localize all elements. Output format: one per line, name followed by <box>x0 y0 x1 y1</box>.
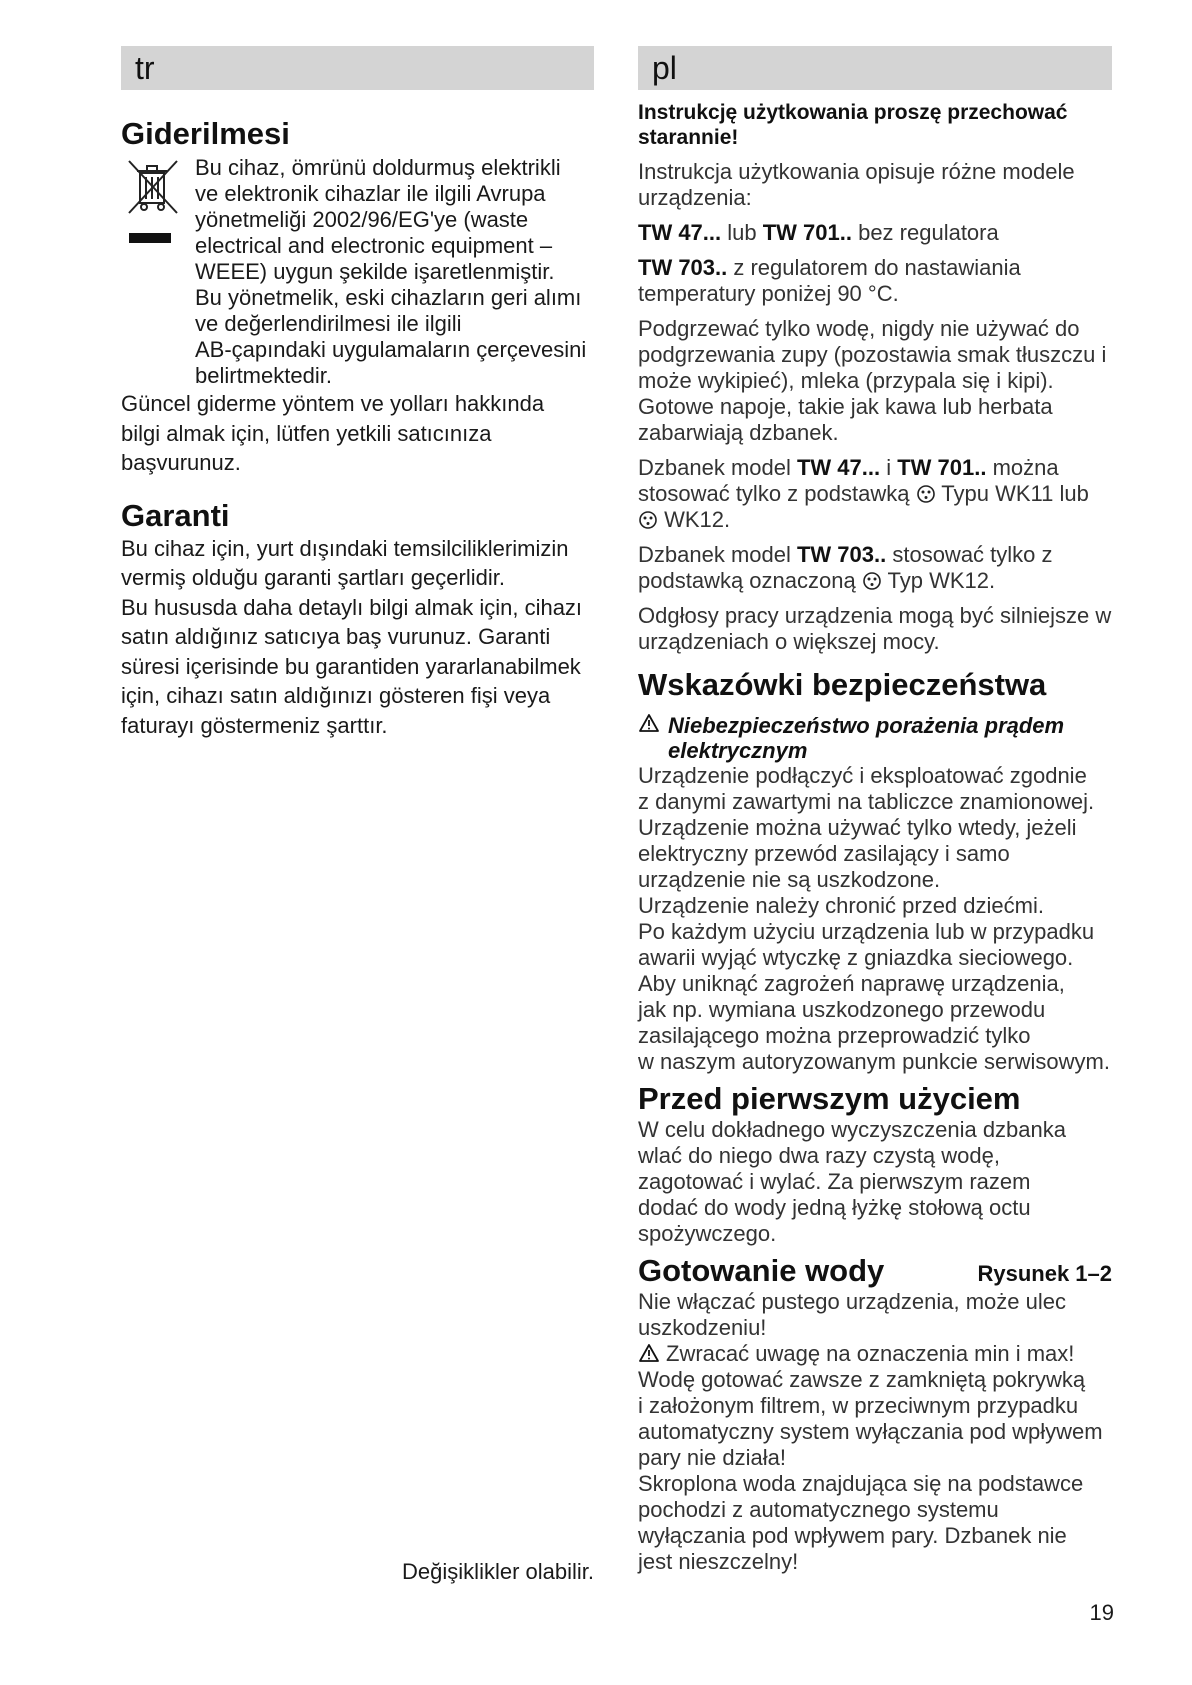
language-bar-tr: tr <box>121 46 594 90</box>
weee-line: AB-çapındaki uygulamaların çerçevesini <box>195 337 587 362</box>
boil-line: Nie włączać pustego urządzenia, może ulec <box>638 1289 1067 1314</box>
safety-line: Urządzenie podłączyć i eksploatować zgodnie <box>638 763 1087 788</box>
model-name: TW 701.. <box>762 220 852 245</box>
boil-warning-text: Zwracać uwagę na oznaczenia min i max! <box>666 1341 1075 1366</box>
noise-info: Odgłosy pracy urządzenia mogą być silniejsze w urządzeniach o większej mocy. <box>638 603 1112 654</box>
boil-text <box>638 1289 1112 1575</box>
weee-line: ve elektronik cihazlar ile ilgili Avrupa <box>195 181 546 206</box>
text-fragment: Typu WK11 lub <box>935 481 1089 506</box>
jug-base-info-1 <box>638 455 1112 533</box>
weee-notice <box>121 155 594 389</box>
first-use-line: W celu dokładnego wyczyszczenia dzbanka <box>638 1117 1067 1142</box>
safety-line: Urządzenie należy chronić przed dziećmi. <box>638 893 1044 918</box>
weee-crossed-bin-icon <box>121 155 195 389</box>
model-name: TW 703.. <box>796 542 887 567</box>
boil-line: automatyczny system wyłączania pod wpływem <box>638 1419 1103 1444</box>
first-use-text <box>638 1117 1112 1247</box>
weee-line: ve değerlendirilmesi ile ilgili <box>195 311 462 336</box>
safety-line: z danymi zawartymi na tabliczce znamionowej. <box>638 789 1095 814</box>
weee-line: WEEE) uygun şekilde işaretlenmiştir. <box>195 259 555 284</box>
safety-line: elektryczny przewód zasilający i samo <box>638 841 1010 866</box>
text-fragment: lub <box>721 220 763 245</box>
base-symbol-icon <box>862 571 882 591</box>
text-fragment: i <box>880 455 898 480</box>
warning-line: Niebezpieczeństwo porażenia prądem <box>668 713 1065 738</box>
base-symbol-icon <box>916 484 936 504</box>
model-line-2 <box>638 255 1112 307</box>
warranty-line: faturayı göstermeniz şarttır. <box>121 712 388 738</box>
warranty-text <box>121 534 594 741</box>
weee-line: Bu cihaz, ömrünü doldurmuş elektrikli <box>195 155 561 180</box>
boil-line: pary nie działa! <box>638 1445 786 1470</box>
page-number: 19 <box>1089 1600 1114 1625</box>
jug-base-info-2 <box>638 542 1112 594</box>
heading-warranty: Garanti <box>121 497 230 533</box>
boil-line: jest nieszczelny! <box>638 1549 799 1574</box>
heating-instructions: Podgrzewać tylko wodę, nigdy nie używać do podgrzewania zupy (pozostawia smak tłuszczu i może wykipieć), mleka (przypala się i kipi). Gotowe napoje, takie jak kawa lub herbata zabarwiają dzbanek. <box>638 316 1107 445</box>
boil-heading-row <box>638 1253 1112 1289</box>
models-intro: Instrukcja użytkowania opisuje różne modele urządzenia: <box>638 159 1075 210</box>
boil-line: Skroplona woda znajdująca się na podstawce <box>638 1471 1084 1496</box>
weee-bar-icon <box>129 233 171 243</box>
electric-shock-warning <box>638 713 1112 763</box>
model-name: TW 47... <box>796 455 881 480</box>
weee-text <box>195 155 586 389</box>
warning-triangle-icon <box>638 1343 660 1363</box>
boil-line: i założonym filtrem, w przeciwnym przypadku <box>638 1393 1079 1418</box>
model-name: TW 47... <box>638 220 722 245</box>
text-fragment: Dzbanek model <box>638 455 797 480</box>
changes-notice: Değişiklikler olabilir. <box>402 1559 594 1584</box>
first-use-line: wlać do niego dwa razy czystą wodę, <box>638 1143 1000 1168</box>
warranty-line: Bu cihaz için, yurt dışındaki temsilciliklerimizin <box>121 535 569 561</box>
text-fragment: Dzbanek model <box>638 542 797 567</box>
warranty-line: için, cihazı satın aldığınızı gösteren fişi veya <box>121 683 551 708</box>
weee-line: belirtmektedir. <box>195 363 332 388</box>
first-use-line: zagotować i wylać. Za pierwszym razem <box>638 1169 1031 1194</box>
model-name: TW 703.. <box>638 255 728 280</box>
intro-keep-instructions: Instrukcję użytkowania proszę przechować starannie! <box>638 101 1068 149</box>
boil-line: pochodzi z automatycznego systemu <box>638 1497 999 1522</box>
safety-line: Urządzenie można używać tylko wtedy, jeżeli <box>638 815 1077 840</box>
safety-line: Aby uniknąć zagrożeń naprawę urządzenia, <box>638 971 1065 996</box>
text-fragment: stosować tylko z podstawką oznaczoną <box>638 542 1053 593</box>
safety-line: jak np. wymiana uszkodzonego przewodu <box>638 997 1046 1022</box>
warranty-line: satın aldığınız satıcıya baş vurunuz. Garanti <box>121 624 551 649</box>
heading-first-use: Przed pierwszym użyciem <box>638 1081 1021 1116</box>
model-line-1 <box>638 220 1112 246</box>
warranty-line: süresi içerisinde bu garantiden yararlanabilmek <box>121 653 581 679</box>
base-symbol-icon <box>638 510 658 530</box>
disposal-more-info: Güncel giderme yöntem ve yolları hakkında bilgi almak için, lütfen yetkili satıcınıza başvurunuz. <box>121 391 545 475</box>
heading-boiling-water: Gotowanie wody <box>638 1253 885 1288</box>
weee-line: yönetmeliği 2002/96/EG'ye (waste <box>195 207 529 232</box>
text-fragment: bez regulatora <box>851 220 999 245</box>
text-fragment: z regulatorem do nastawiania temperatury poniżej 90 °C. <box>638 255 1021 306</box>
warranty-line: Bu hususda daha detaylı bilgi almak için, cihazı <box>121 594 583 620</box>
boil-line: Wodę gotować zawsze z zamkniętą pokrywką <box>638 1367 1086 1392</box>
column-polish <box>638 46 1112 1575</box>
column-turkish <box>121 46 594 740</box>
safety-line: awarii wyjąć wtyczkę z gniazdka sieciowego. <box>638 945 1074 970</box>
language-bar-pl: pl <box>638 46 1112 90</box>
warranty-line: vermiş olduğu garanti şartları geçerlidir. <box>121 565 505 590</box>
heading-safety: Wskazówki bezpieczeństwa <box>638 667 1047 702</box>
weee-line: Bu yönetmelik, eski cihazların geri alımı <box>195 285 582 310</box>
boil-line: wyłączania pod wpływem pary. Dzbanek nie <box>638 1523 1067 1548</box>
warning-triangle-icon <box>638 713 668 763</box>
heading-disposal: Giderilmesi <box>121 116 290 151</box>
safety-text <box>638 763 1112 1075</box>
text-fragment: można stosować tylko z podstawką <box>638 455 1059 506</box>
safety-line: w naszym autoryzowanym punkcie serwisowym. <box>638 1049 1110 1074</box>
weee-line: electrical and electronic equipment – <box>195 233 553 258</box>
model-name: TW 701.. <box>897 455 987 480</box>
safety-line: Po każdym użyciu urządzenia lub w przypadku <box>638 919 1095 944</box>
text-fragment: WK12. <box>658 507 731 532</box>
first-use-line: spożywczego. <box>638 1221 777 1246</box>
boil-line: uszkodzeniu! <box>638 1315 767 1340</box>
warning-line: elektrycznym <box>668 738 808 763</box>
safety-line: zasilającego można przeprowadzić tylko <box>638 1023 1031 1048</box>
boil-warning-line <box>638 1341 1112 1367</box>
text-fragment: Typ WK12. <box>881 568 996 593</box>
safety-line: urządzenie nie są uszkodzone. <box>638 867 941 892</box>
first-use-line: dodać do wody jedną łyżkę stołową octu <box>638 1195 1031 1220</box>
figure-reference: Rysunek 1–2 <box>977 1261 1112 1286</box>
